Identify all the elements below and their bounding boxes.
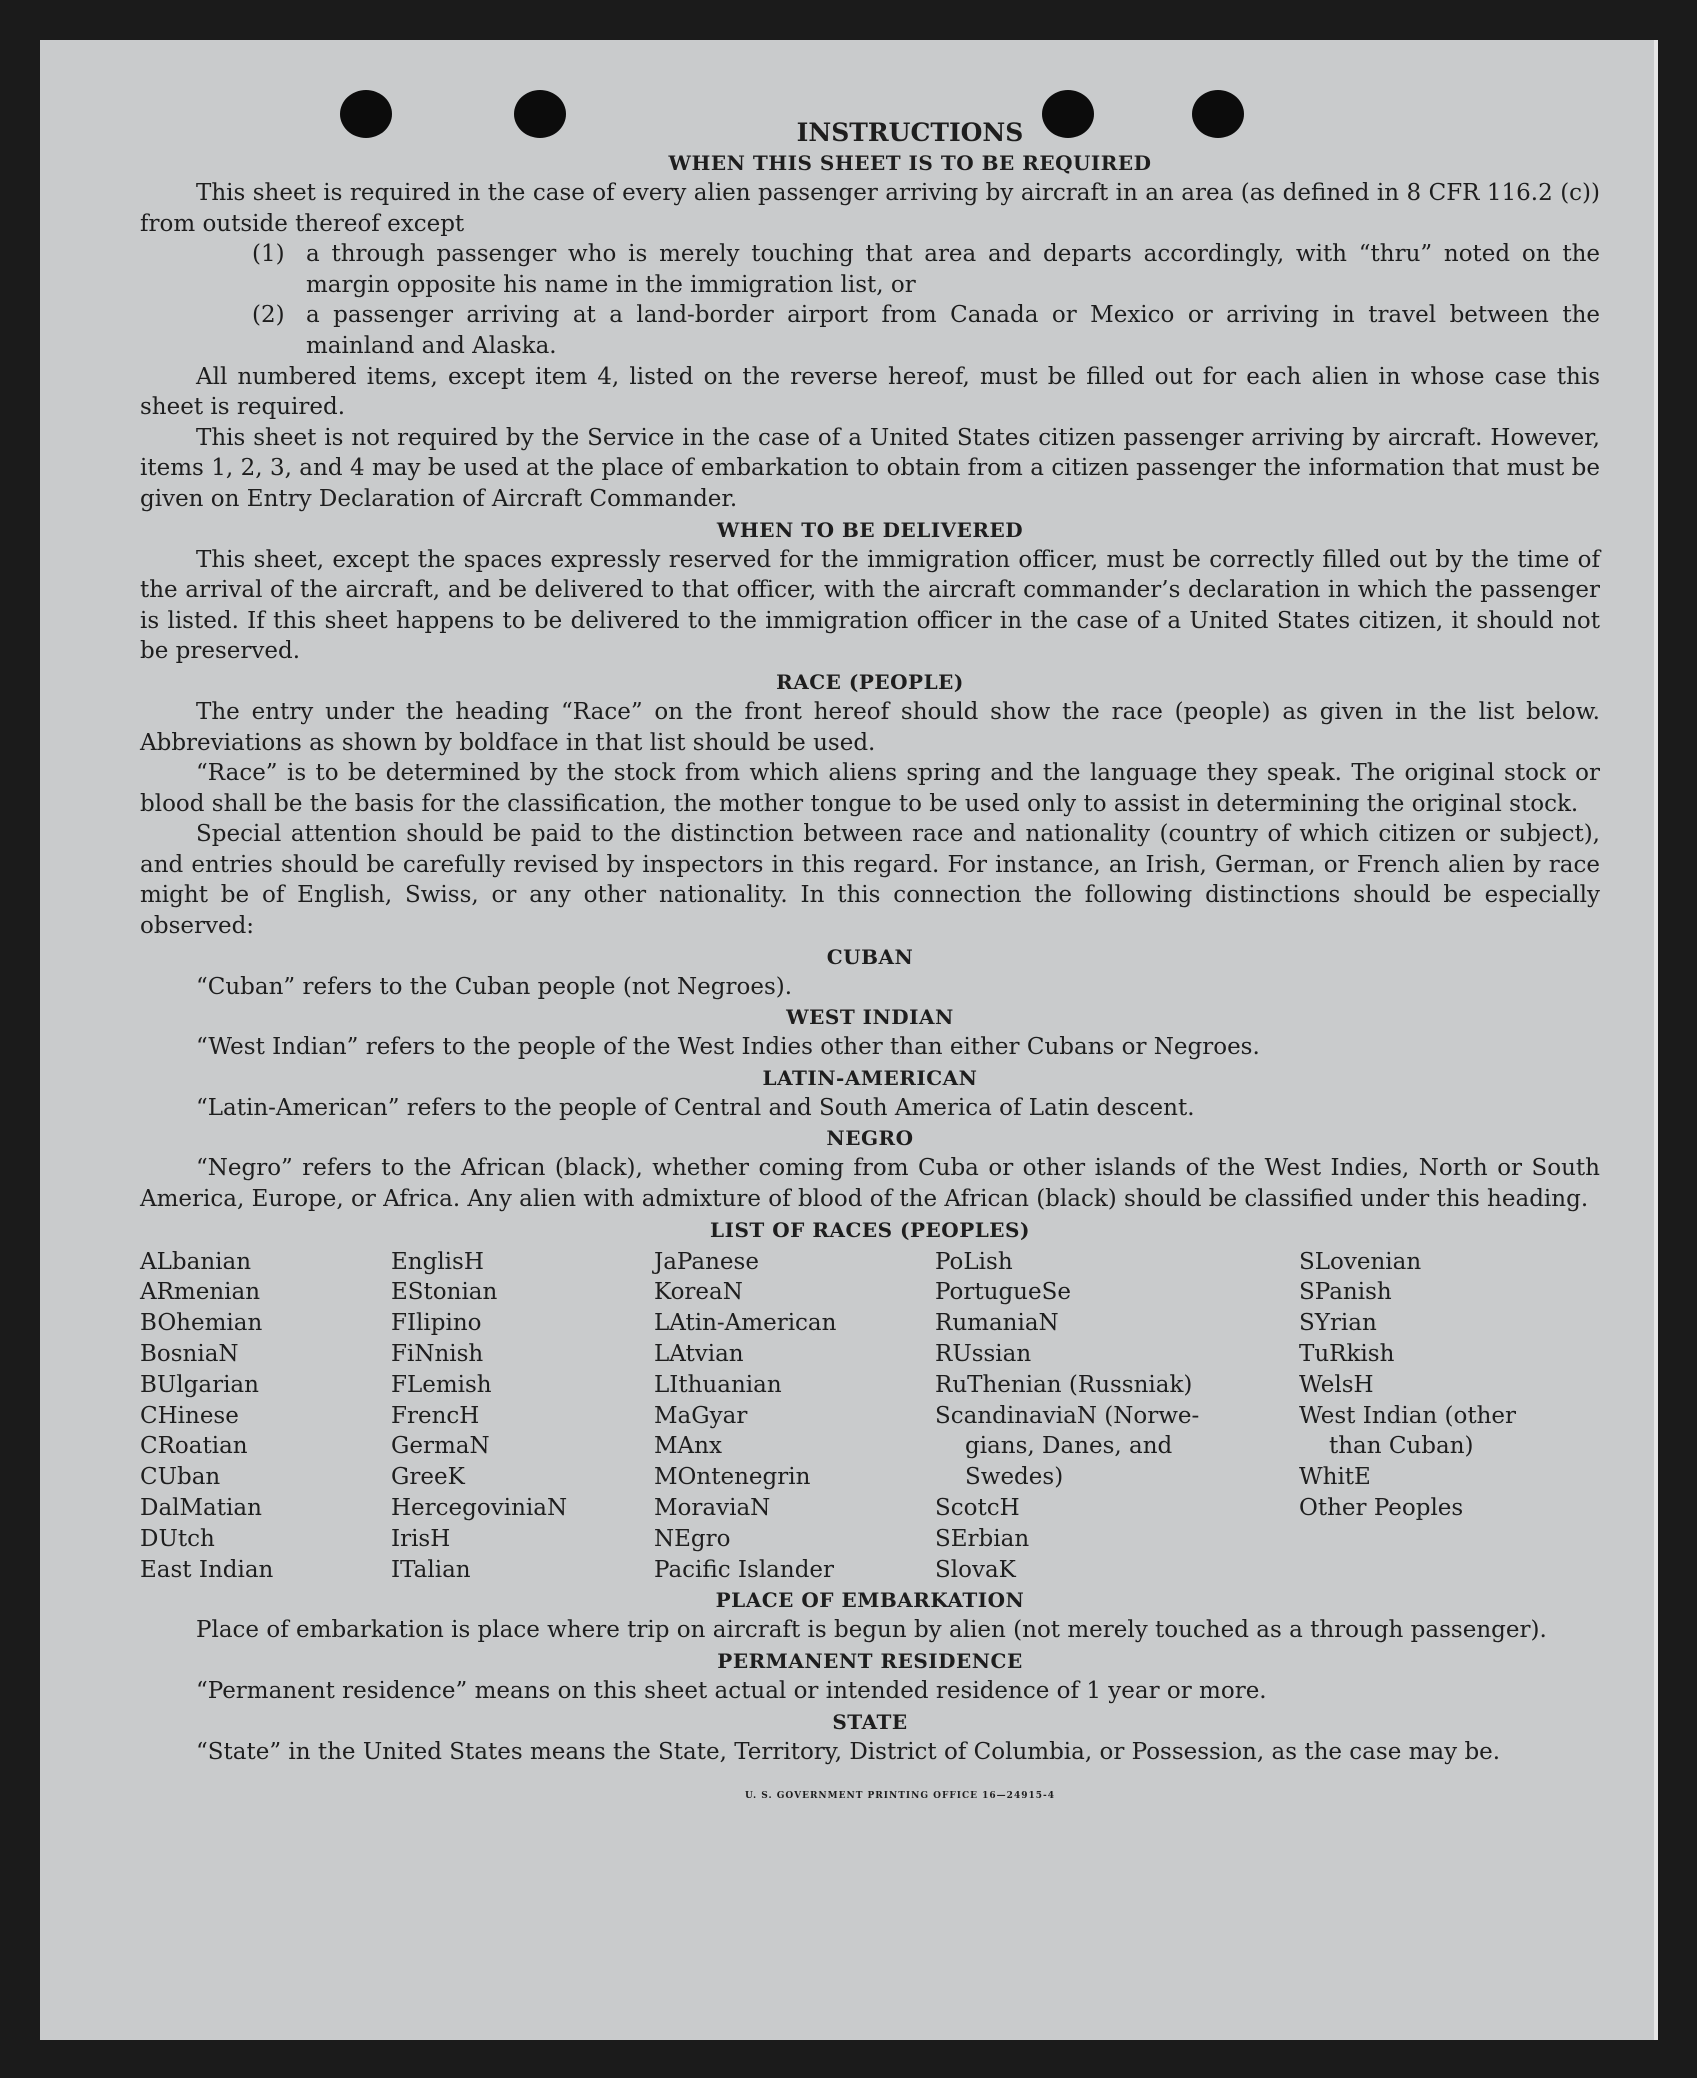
race-entry: KoreaN bbox=[654, 1279, 743, 1306]
heading-list-of-races: LIST OF RACES (PEOPLES) bbox=[710, 1217, 1030, 1242]
race-entry: LAtvian bbox=[654, 1341, 744, 1368]
race-list bbox=[140, 1247, 1600, 1586]
race-entry: BUlgarian bbox=[140, 1371, 259, 1398]
race-column bbox=[654, 1247, 935, 1586]
race-entry: EStonian bbox=[391, 1279, 498, 1306]
race-entry: PoLish bbox=[935, 1248, 1013, 1275]
race-entry: SLovenian bbox=[1299, 1248, 1422, 1275]
race-column bbox=[140, 1247, 391, 1586]
heading-west-indian: WEST INDIAN bbox=[786, 1005, 954, 1030]
race-entry: FrencH bbox=[391, 1402, 480, 1429]
race-entry: SPanish bbox=[1299, 1279, 1392, 1306]
race-entry: IrisH bbox=[391, 1525, 451, 1552]
race-entry: PortugueSe bbox=[935, 1279, 1071, 1306]
race-entry: DUtch bbox=[140, 1525, 215, 1552]
exception-item bbox=[140, 239, 1600, 300]
race-entry: LAtin-American bbox=[654, 1310, 837, 1337]
heading-state: STATE bbox=[832, 1709, 908, 1734]
race-entry: MOntenegrin bbox=[654, 1464, 811, 1491]
race-entry: TuRkish bbox=[1299, 1341, 1395, 1368]
race-entry: DalMatian bbox=[140, 1495, 262, 1521]
race-entry: RuThenian (Russniak) bbox=[935, 1371, 1193, 1398]
race-entry: Other Peoples bbox=[1299, 1495, 1464, 1521]
heading-race: RACE (PEOPLE) bbox=[776, 669, 964, 694]
paragraph: “Latin-American” refers to the people of Central and South America of Latin descent. bbox=[196, 1094, 1195, 1121]
heading-when-delivered: WHEN TO BE DELIVERED bbox=[716, 517, 1024, 542]
paragraph: This sheet, except the spaces expressly reserved for the immigration officer, must be correctly filled out by the time of the arrival of the aircraft, and be delivered to that officer, with the aircraft commander’s declaration in which the passenger is listed. If this sheet happens to be delivered to the immigration officer in the case of a United States citizen, it should not be preserved. bbox=[140, 546, 1600, 665]
race-entry: RUssian bbox=[935, 1341, 1032, 1368]
document-sheet bbox=[40, 40, 1658, 2040]
race-entry: BosniaN bbox=[140, 1341, 239, 1368]
race-entry: ARmenian bbox=[140, 1279, 261, 1306]
paragraph: Special attention should be paid to the distinction between race and nationality (country of which citizen or subject), and entries should be carefully revised by inspectors in this regard. For instance, an Irish, German, or French alien by race might be of English, Swiss, or any other nationality. In this connection the following distinctions should be especially observed: bbox=[140, 821, 1600, 940]
race-entry: CUban bbox=[140, 1464, 221, 1491]
heading-when-required: WHEN THIS SHEET IS TO BE REQUIRED bbox=[668, 151, 1152, 175]
race-entry: NEgro bbox=[654, 1525, 731, 1552]
paragraph: “Negro” refers to the African (black), whether coming from Cuba or other islands of the West Indies, North or South America, Europe, or Africa. Any alien with admixture of blood of the African (black) should be classified under this heading. bbox=[140, 1155, 1600, 1213]
race-entry: MaGyar bbox=[654, 1402, 748, 1429]
heading-latin-american: LATIN-AMERICAN bbox=[762, 1065, 978, 1090]
race-column bbox=[1299, 1247, 1600, 1586]
heading-negro: NEGRO bbox=[826, 1126, 914, 1151]
item-text: a passenger arriving at a land-border airport from Canada or Mexico or arriving in travel between the mainland and Alaska. bbox=[306, 302, 1600, 359]
paragraph: “Cuban” refers to the Cuban people (not Negroes). bbox=[196, 973, 793, 1000]
race-entry: ITalian bbox=[391, 1556, 471, 1583]
paragraph: “Race” is to be determined by the stock from which aliens spring and the language they speak. The original stock or blood shall be the basis for the classification, the mother tongue to be used only to assist in determining the original stock. bbox=[140, 760, 1600, 817]
paragraph: Place of embarkation is place where trip on aircraft is begun by alien (not merely touched as a through passenger). bbox=[196, 1617, 1547, 1644]
race-entry: WhitE bbox=[1299, 1464, 1371, 1491]
race-entry: LIthuanian bbox=[654, 1371, 782, 1398]
race-entry: MAnx bbox=[654, 1433, 722, 1460]
race-entry: Pacific Islander bbox=[654, 1556, 835, 1583]
race-entry: FLemish bbox=[391, 1371, 492, 1398]
race-entry: EnglisH bbox=[391, 1248, 484, 1275]
paragraph: This sheet is not required by the Service in the case of a United States citizen passenger arriving by aircraft. However, items 1, 2, 3, and 4 may be used at the place of embarkation to obtain from a citizen passenger the information that must be given on Entry Declaration of Aircraft Commander. bbox=[140, 424, 1600, 512]
race-entry: SlovaK bbox=[935, 1556, 1016, 1583]
race-entry: BOhemian bbox=[140, 1310, 263, 1337]
race-entry: CHinese bbox=[140, 1402, 239, 1429]
race-entry: FiNnish bbox=[391, 1341, 484, 1368]
race-entry: SErbian bbox=[935, 1525, 1030, 1552]
paragraph: “Permanent residence” means on this sheet actual or intended residence of 1 year or more. bbox=[196, 1677, 1267, 1704]
heading-embarkation: PLACE OF EMBARKATION bbox=[715, 1588, 1025, 1613]
page-title: INSTRUCTIONS bbox=[796, 118, 1024, 147]
race-entry: FIlipino bbox=[391, 1310, 482, 1337]
race-entry: MoraviaN bbox=[654, 1495, 771, 1521]
race-column bbox=[391, 1247, 654, 1586]
paragraph: The entry under the heading “Race” on the front hereof should show the race (people) as given in the list below. Abbreviations as shown by boldface in that list should be used. bbox=[140, 698, 1600, 756]
heading-cuban: CUBAN bbox=[826, 944, 914, 969]
race-entry: East Indian bbox=[140, 1556, 274, 1583]
race-entry: SYrian bbox=[1299, 1310, 1377, 1337]
paragraph: All numbered items, except item 4, listed on the reverse hereof, must be filled out for each alien in whose case this sheet is required. bbox=[140, 363, 1600, 421]
printer-imprint: U. S. GOVERNMENT PRINTING OFFICE 16—24915-4 bbox=[745, 1791, 1055, 1802]
race-entry: JaPanese bbox=[654, 1248, 759, 1275]
item-number: (2) bbox=[252, 302, 285, 329]
race-entry: HercegoviniaN bbox=[391, 1495, 568, 1521]
race-column bbox=[935, 1247, 1299, 1586]
race-entry: ScandinaviaN (Norwe- bbox=[935, 1402, 1200, 1429]
race-entry-continued: gians, Danes, and bbox=[965, 1433, 1173, 1460]
race-entry: ALbanian bbox=[140, 1248, 252, 1275]
race-entry: WelsH bbox=[1299, 1371, 1374, 1398]
heading-permanent-residence: PERMANENT RESIDENCE bbox=[717, 1648, 1023, 1673]
item-number: (1) bbox=[252, 241, 285, 268]
paragraph: “State” in the United States means the State, Territory, District of Columbia, or Possession, as the case may be. bbox=[196, 1738, 1501, 1765]
instructions-content bbox=[140, 118, 1600, 1812]
item-text: a through passenger who is merely touching that area and departs accordingly, with “thru” noted on the margin opposite his name in the immigration list, or bbox=[306, 241, 1600, 298]
race-entry: CRoatian bbox=[140, 1433, 248, 1460]
race-entry: GreeK bbox=[391, 1464, 465, 1491]
race-entry-continued: Swedes) bbox=[965, 1464, 1064, 1491]
race-entry: RumaniaN bbox=[935, 1310, 1059, 1337]
exception-item bbox=[140, 300, 1600, 361]
race-entry: GermaN bbox=[391, 1433, 490, 1460]
race-entry-continued: than Cuban) bbox=[1329, 1433, 1474, 1460]
paragraph: “West Indian” refers to the people of the West Indies other than either Cubans or Negroes. bbox=[196, 1034, 1260, 1061]
race-entry: West Indian (other bbox=[1299, 1402, 1517, 1429]
paragraph: This sheet is required in the case of every alien passenger arriving by aircraft in an area (as defined in 8 CFR 116.2 (c)) from outside thereof except bbox=[140, 180, 1600, 237]
race-entry: ScotcH bbox=[935, 1495, 1020, 1521]
